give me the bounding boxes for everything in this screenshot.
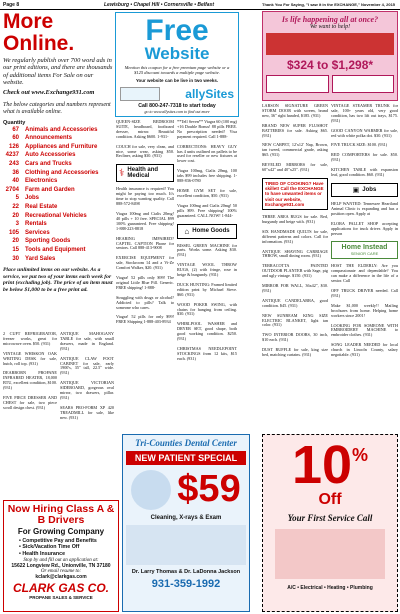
classified-ad: GOOD CANYON WARMER for sale, red with white polka dot. $30. (931) xyxy=(331,127,398,138)
banner-logo-box xyxy=(332,75,395,93)
hiring-address: 15622 Longview Rd., Unionville, TN 37180 xyxy=(11,563,111,570)
home-goods-header xyxy=(177,224,237,239)
banner-sub: We want to help! xyxy=(309,24,351,30)
category-count: 60 xyxy=(12,135,19,142)
home-instead-ad[interactable] xyxy=(331,241,398,259)
classified-ad: HOST THE ELDERLY: Are you compassionate and dependable? You can make a difference in the life of a senior. Call xyxy=(331,263,398,284)
classified-ad: THREE AREA RUGS for sale. Red, burgundy and beige with. (931) xyxy=(262,213,328,224)
dental-ad[interactable] xyxy=(122,434,250,612)
category-label: Farm and Garden xyxy=(25,186,75,193)
classified-ad: DUCK HUNTING: Framed limited edition print by Michael Sieve. $60. (931) xyxy=(177,281,237,297)
health-header xyxy=(116,164,174,182)
tired-of-cooking-ad: TIRED OF COOKING? Have skillet! Call the EXCHANGE to have unwanted items or visit our website, Exchange931.com xyxy=(262,178,328,210)
website-screenshot-image xyxy=(120,87,160,101)
dental-doctors: Dr. Larry Thomas & Dr. LaDonna Jackson xyxy=(131,569,241,575)
classified-ad: CORRECTIONS: HEAVY GUY has 4 units outlined on pallets to be used for reseller or new fixtures at lower cost. xyxy=(177,143,237,164)
free-website-ad[interactable] xyxy=(115,12,239,117)
hiring-benefit: • Health Insurance xyxy=(19,550,66,557)
house-icon: ⌂ xyxy=(184,226,190,236)
category-count: 40 xyxy=(12,178,19,185)
free-phone[interactable]: Call 800-247-7318 to start today xyxy=(138,102,216,109)
category-label: Animals and Accessories xyxy=(25,126,98,133)
home-instead-tag: SENIOR CARE xyxy=(350,251,379,257)
category-count: 3 xyxy=(15,221,19,228)
classified-ad: BISSEL GREEN MACHINE for parts. Works some. Asking $30. (931) xyxy=(177,242,237,258)
dental-phone[interactable]: 931-359-1992 xyxy=(151,578,221,590)
classified-ad: FIVE TRUCK SIZE: $100. (931) xyxy=(331,142,388,148)
classified-ad: Viagra 100mg and Cialis 20mg! 50 pills $99. Free shipping! 100% guaranteed. CALL NOW! 1-844- xyxy=(177,202,237,218)
category-row[interactable] xyxy=(3,229,113,238)
category-label: Jobs xyxy=(25,195,40,202)
coupon-brand: A/C • Electrical • Heating • Plumbing xyxy=(287,585,373,591)
category-count: 36 xyxy=(12,169,19,176)
classifieds-lower-1 xyxy=(3,332,57,498)
classified-ad: 2 CUFT REFRIGERATOR, freezer works, great for microwave oven. $50. (931) xyxy=(3,332,57,346)
classified-ad: Viagra! 52 pills for only $99! FREE Shipping 1-888-403-8934 xyxy=(116,314,174,325)
category-row[interactable] xyxy=(3,186,113,195)
free-url[interactable]: go to www.allysites.com to find out more xyxy=(144,108,210,114)
category-label: Clothing and Accessories xyxy=(25,169,99,176)
classifieds-column-4 xyxy=(262,104,328,430)
classified-ad: ANTIQUE MAHOGANY TABLE for sale, with small drawers, made in England. (931) xyxy=(60,332,114,351)
category-row[interactable] xyxy=(3,246,113,255)
hiring-benefit: • Sick/Vacation Time Off xyxy=(19,544,80,551)
hiring-sub: For Growing Company xyxy=(17,527,105,536)
category-row[interactable] xyxy=(3,126,113,135)
category-row[interactable] xyxy=(3,151,113,160)
coupon-image xyxy=(275,529,385,579)
category-row[interactable] xyxy=(3,194,113,203)
clark-gas-logo: CLARK GAS CO. xyxy=(13,581,109,596)
service-coupon-ad[interactable]: 10 % Off Your First Service Call A/C • Electrical • Heating • Plumbing xyxy=(262,434,398,612)
more-online-intro: We regularly publish over 700 word ads in our print editions, and there are thousands of additional items For Sale on our website. xyxy=(3,57,113,87)
classified-ad: NEW SUNBEAM KING SIZE ELECTRIC BLANKET, light tan color. (931) xyxy=(262,312,328,328)
classified-ad: HOME GYM SET for sale, excellent condition, $50. (931) xyxy=(177,187,237,198)
category-label: Services xyxy=(25,229,50,236)
category-row[interactable] xyxy=(3,203,113,212)
category-row[interactable] xyxy=(3,160,113,169)
more-online-footer: Place unlimited items on our website. As a service, we put two of your items each week for print (excluding job). The price of an item must be below $1,000 to be a free print ad. xyxy=(3,267,113,293)
category-count: 67 xyxy=(12,126,19,133)
classified-ad: TERRACOTTA PAINTED OUTDOOR PLANTER with Sage, pig and ugly vintage. $150. (931) xyxy=(262,263,328,279)
classified-ad: Viagra 100mg and Cialis 20mg! 40 pills + 10 free. SPECIAL $99 100% guaranteed. Free shipping! 1-888-223-8818 xyxy=(116,210,174,231)
category-label: Sporting Goods xyxy=(25,238,71,245)
category-row[interactable] xyxy=(3,220,113,229)
classified-ad: Health insurance is required! You might be paying too much. It's time to stop wanting quality. Call 888-572-8498 xyxy=(116,186,174,207)
hiring-benefit: • Competitive Pay and Benefits xyxy=(19,538,97,544)
hiring-email-label: Or email resume to: xyxy=(40,569,82,575)
health-title: Health and Medical xyxy=(127,167,159,180)
classified-ad: RED COMFORTERS for sale. $50. (931) xyxy=(331,152,398,163)
classified-ad: SEARS PRO-FORM XP 420 TREADMILL for sale, like new. (931) xyxy=(60,404,114,420)
classified-ad: DEARBORN PROPANE INFRARED HEATER, 18,000 BTU, excellent condition, $100. (931) xyxy=(3,370,57,391)
clark-gas-tag: PROPANE SALES & SERVICE xyxy=(29,595,93,601)
free-line1: Mention this coupon for a free premium page website or a $125 discount towards a multiple page website. xyxy=(124,65,230,76)
classified-ad: LOOKING FOR SOMEONE WITH EMBROIDERY MACHINE to embroider clothes. (931) xyxy=(331,322,398,338)
classified-ad: ANTIQUE CANDELABRA, good condition. $45. (931) xyxy=(262,297,328,308)
classified-ad: SIX HANDMADE QUILTS for sale, different patterns and colors. Call for information. (931) xyxy=(262,228,328,244)
classified-ad: ANTIQUE SHAVING CARRIAGE THROW, small dining room. (931) xyxy=(262,248,328,259)
classified-ad: Viagra! 52 pills only $99! The original Little Blue Pill. Generic. FREE shipping! 1-888- xyxy=(116,275,174,290)
category-count: 20 xyxy=(12,238,19,245)
dental-name: Tri-Counties Dental Center xyxy=(135,438,237,448)
category-count: 15 xyxy=(12,246,19,253)
classifieds-column-3 xyxy=(177,120,237,430)
classified-ad: VINTAGE WHISKON OAK WRITING DESK for sale, hutch, roll top. (931) xyxy=(3,350,57,366)
classified-ad: SONG LEADER NEEDED for local church in Lincoln County, salary negotiable. (931) xyxy=(331,342,398,358)
category-label: Tools and Equipment xyxy=(25,246,86,253)
category-row[interactable] xyxy=(3,237,113,246)
banner-photo xyxy=(266,33,394,55)
more-online-box xyxy=(3,11,113,327)
coupon-text: Your First Service Call xyxy=(287,513,373,523)
category-label: Appliances and Furniture xyxy=(25,143,98,150)
category-count: 5 xyxy=(15,195,19,202)
classified-ad: ANTIQUE CLAW FOOT CABINET for sale, early 1900's, 35" tall, 22.5" wide. (931) xyxy=(60,355,114,376)
dental-items: Cleaning, X-rays & Exam xyxy=(150,515,222,521)
more-online-sub: The below categories and numbers represent what is available online. xyxy=(3,101,111,115)
category-count: 4237 xyxy=(5,152,19,159)
category-label: Yard Sales xyxy=(25,255,56,262)
website-word: Website xyxy=(144,44,210,63)
classified-ad: Struggling with drugs or alcohol? Addicted to pills? Talk to someone who cares. xyxy=(116,294,174,310)
free-line2: Your website can be live in two weeks. xyxy=(135,77,219,83)
category-count: 105 xyxy=(8,229,19,236)
hiring-stop: Stop by and fill out an application at: xyxy=(23,558,99,564)
classified-ad: BEVELED MIRRORS for sale, 60"x42" and 40"x25". (931) xyxy=(262,162,328,173)
hiring-email[interactable]: kclark@clarkgas.com xyxy=(35,574,87,581)
category-count: 2704 xyxy=(5,186,19,193)
classified-ad: VINTAGE STEAMER TRUNK for sale, 100+ years old, very good condition, has two lift out trays, $175. (931) xyxy=(331,104,398,123)
classified-ad: HELP WANTED: Tennessee Heartland Animal Clinic is expanding and has a position open. Apply at xyxy=(331,200,398,216)
category-row[interactable] xyxy=(3,212,113,221)
classified-ad: VINTAGE WOOL THROW RUGS, (2) with fringe, rose in beige & burgundy. (931) xyxy=(177,262,237,278)
free-word: Free xyxy=(145,14,209,47)
classified-ad: HEARING IMPAIRED? CAPTEL CAPTION Phone for seniors. Call 888-413-9008 xyxy=(116,235,174,251)
category-list xyxy=(3,126,113,264)
classifieds-column-2 xyxy=(116,120,174,430)
now-hiring-ad[interactable] xyxy=(3,500,119,612)
hiring-benefits xyxy=(19,538,115,557)
classified-ad: Make $1,000 weekly!! Mailing brochures from home. Helping home workers since 2001! xyxy=(331,302,398,318)
banner-coupon-box xyxy=(266,75,329,93)
coupon-percent: 10 xyxy=(291,435,353,495)
home-instead-logo: Home Instead xyxy=(341,244,388,252)
classified-ad: KITCHEN TABLE with expansion leaf, good condition. $60. (931) xyxy=(331,167,398,178)
category-count: 30 xyxy=(12,255,19,262)
classified-ad: CHRISTMAS NEEDLEPOINT STOCKINGS from 12 kits, $15 each. (931) xyxy=(177,346,237,361)
category-row[interactable] xyxy=(3,134,113,143)
new-patient-special: NEW PATIENT SPECIAL xyxy=(126,451,246,465)
category-label: Recreational Vehicles xyxy=(25,212,87,219)
banner-title: Is life happening all at once? xyxy=(281,15,379,24)
classifieds-column-5 xyxy=(331,104,398,430)
category-row[interactable] xyxy=(3,177,113,186)
classified-ad: QUEEN-SIZE BEDROOM SUITE, headboard, footboard dresser, mirror. Beautiful condition. Asking $600. 1-931- xyxy=(116,120,174,139)
classified-ad: Viagra 100mg, Cialis 20mg, 100 tabs $99 includes free shipping. 1-888-836-0780 xyxy=(177,168,237,184)
more-online-title: More Online. xyxy=(3,11,75,55)
category-label: Rentals xyxy=(25,221,47,228)
life-happening-ad[interactable] xyxy=(262,11,398,101)
category-count: 22 xyxy=(12,203,19,210)
category-row[interactable] xyxy=(3,169,113,178)
page-header xyxy=(0,0,400,10)
allysites-logo: allySites xyxy=(185,86,234,101)
category-label: Real Estate xyxy=(25,203,58,210)
jobs-header xyxy=(331,183,398,197)
classifieds-lower-2 xyxy=(60,332,114,498)
classified-ad: WOOD POKER SWING, with chains for hanging from ceiling. $30. (931) xyxy=(177,301,237,317)
classified-ad: ANTIQUE VICTORIAN SIDEBOARD, gorgeous oval mirror, two drawers, pillar. (931) xyxy=(60,380,114,400)
classified-ad: MIRROR FOR WALL, 36x42", $30. (931) xyxy=(262,283,328,293)
quantity-label: Quantity xyxy=(3,119,26,126)
category-row[interactable] xyxy=(3,255,113,264)
classified-ad: FIVE PIECE DRESSER AND CHEST for sale, two piece scroll design chest. (931) xyxy=(3,395,57,410)
classified-ad: LARSON SIGNATURE GREEN STORM DOOR with screen, brand new, 36" right handed, $185. (931) xyxy=(262,104,328,118)
caduceus-icon: ⚕ xyxy=(119,167,125,179)
header-right: Thank You For Saying, "I saw it in the EXCHANGE," November 4, 2015 xyxy=(262,2,396,7)
dental-info-panel xyxy=(126,525,246,565)
coupon-off: Off xyxy=(318,491,342,508)
category-count: 243 xyxy=(8,161,19,167)
banner-price: $324 to $1,298* xyxy=(286,58,374,72)
home-goods-title: Home Goods xyxy=(192,228,230,234)
classified-ad: DUST RUFFLE for sale, king size bed, matching curtains. (931) xyxy=(262,347,328,358)
classified-ad: COUCH for sale, very clean, and nice, some wear, asking $50. Recliner, asking $30. (931) xyxy=(116,143,174,159)
category-label: Cars and Trucks xyxy=(25,161,72,167)
smile-photo xyxy=(131,470,171,510)
classified-ad: TWO INTERIOR DOORS, 30 inch, $10 each. (931) xyxy=(262,332,328,343)
category-label: Electronics xyxy=(25,178,58,185)
briefcase-icon: ▣ xyxy=(352,185,360,194)
category-count: 126 xyxy=(8,143,19,150)
dental-price: $59 xyxy=(177,468,241,510)
category-row[interactable] xyxy=(3,143,113,152)
classified-ad: NEW CARPET, 12'x12' Nap, Brown, tan tweed, commercial grade, asking $65. (931) xyxy=(262,142,328,158)
jobs-title: Jobs xyxy=(362,186,377,193)
category-label: Announcements xyxy=(25,135,73,142)
classified-ad: ELORA PALLET SHOP accepting applications for truck driver. Apply in person xyxy=(331,220,398,236)
more-online-check[interactable]: Check out www.Exchange931.com xyxy=(3,88,95,96)
hiring-title: Now Hiring Class A & B Drivers xyxy=(7,503,115,526)
category-count: 20 xyxy=(12,212,19,219)
category-label: Auto Accessories xyxy=(25,152,76,159)
classified-ad: EXERCISE EQUIPMENT for sale, Stockroom 14 and a Vi-Ze Comfort Walker, $20. (931) xyxy=(116,255,174,271)
classified-ad: BRAND NEW SUPER FLUSHOT BATTERIES for sale. Asking $65. (931) xyxy=(262,122,328,138)
classified-ad: **Tell Seven** Viagra 60 (100 mg) +16 Double Bonus! 88 pills FREE. No prescription needed! Visa payment required. Call 1-888- xyxy=(177,120,237,139)
classified-ad: WHIRLPOOL WASHER and DRYER SET, good shape, both good working condition. $250. (931) xyxy=(177,321,237,342)
masthead: Lewisburg • Chapel Hill • Cornersville • Belfast xyxy=(104,2,214,8)
classified-ad: OFF TRUCK DRIVER needed. Call (931) xyxy=(331,288,398,298)
page-number: Page 8 xyxy=(3,2,20,8)
